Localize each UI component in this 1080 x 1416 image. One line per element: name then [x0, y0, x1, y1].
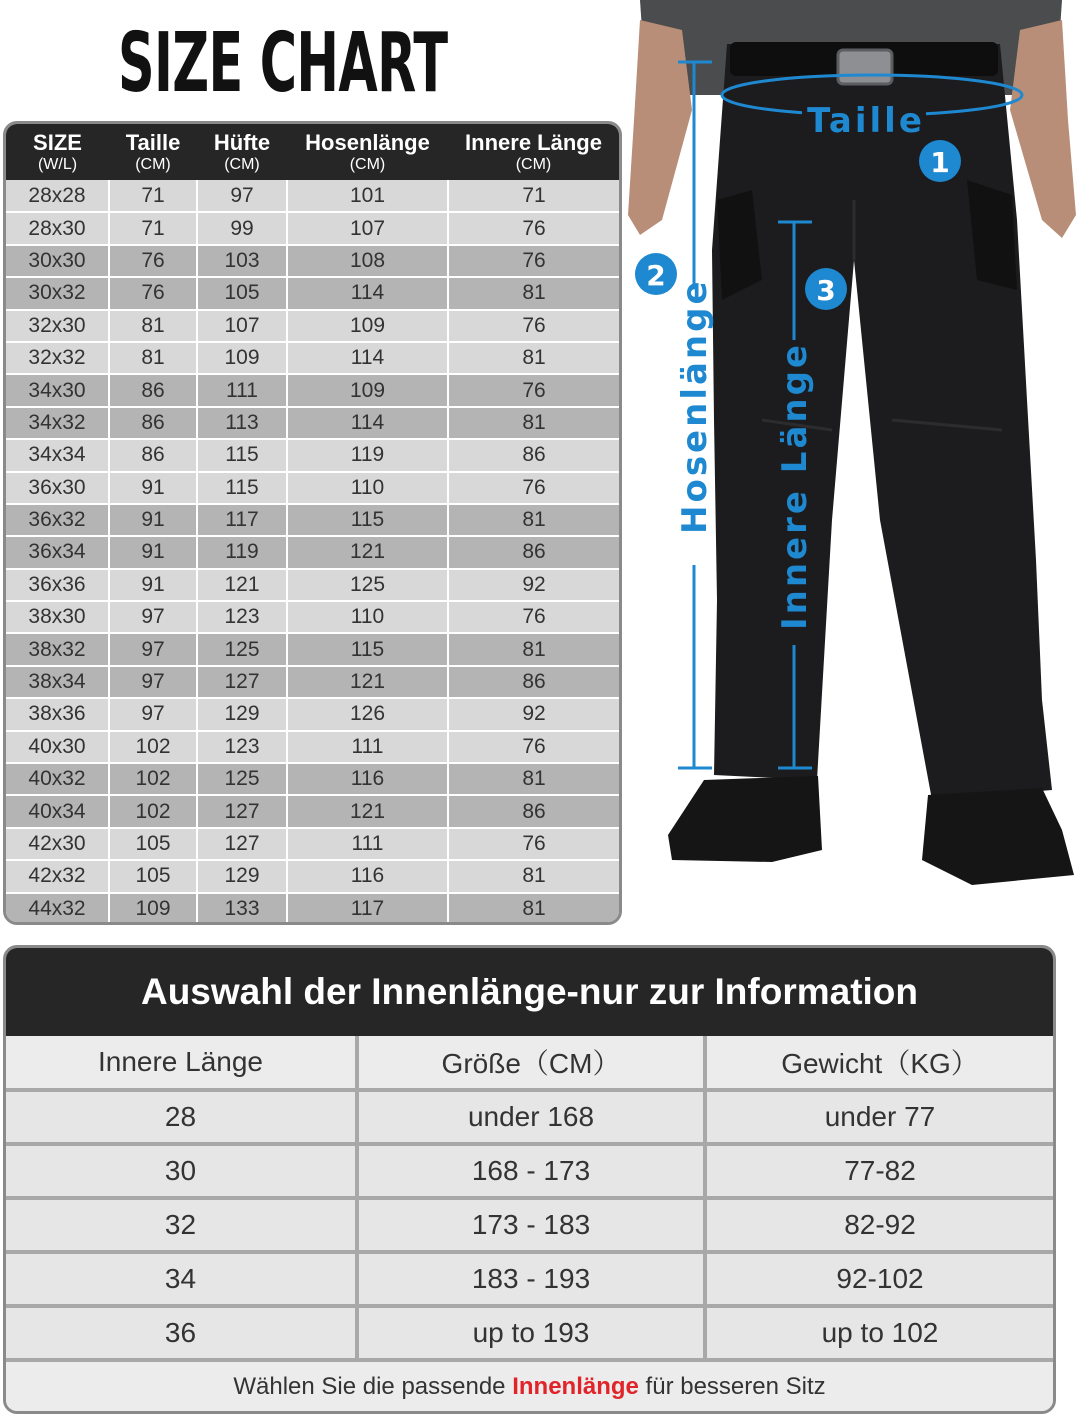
outseam-cell: 121	[287, 536, 448, 568]
size-chart-table	[3, 121, 622, 925]
info-table-row	[6, 1252, 1053, 1306]
outseam-cell: 115	[287, 633, 448, 665]
inseam-cell: 86	[448, 666, 619, 698]
inseam-cell: 81	[448, 893, 619, 925]
size-table-row	[6, 569, 619, 601]
hip-cell: 107	[197, 310, 287, 342]
page-title: SIZE CHART	[118, 16, 448, 111]
inseam-cell: 81	[448, 342, 619, 374]
fit-note-before: Wählen Sie die passende	[233, 1373, 513, 1400]
hip-cell: 117	[197, 504, 287, 536]
hip-cell: 127	[197, 795, 287, 827]
hip-cell: 121	[197, 569, 287, 601]
inseam-cell: 81	[448, 633, 619, 665]
size-table-row	[6, 795, 619, 827]
size-cell: 42x32	[6, 860, 109, 892]
inseam-cell: 76	[448, 245, 619, 277]
size-cell: 28x30	[6, 212, 109, 244]
size-cell: 32x32	[6, 342, 109, 374]
outseam-cell: 109	[287, 374, 448, 406]
inseam-cell: 34	[6, 1252, 357, 1306]
info-table-header-row	[6, 1036, 1053, 1090]
waist-cell: 97	[109, 601, 197, 633]
outseam-cell: 119	[287, 439, 448, 471]
inseam-cell: 76	[448, 212, 619, 244]
outseam-cell: 116	[287, 860, 448, 892]
size-table-row	[6, 698, 619, 730]
inseam-cell: 86	[448, 795, 619, 827]
outseam-cell: 114	[287, 407, 448, 439]
size-table-row	[6, 731, 619, 763]
size-table-row	[6, 374, 619, 406]
size-cell: 28x28	[6, 180, 109, 212]
hip-cell: 125	[197, 763, 287, 795]
outseam-cell: 110	[287, 472, 448, 504]
size-cell: 40x30	[6, 731, 109, 763]
inseam-cell: 30	[6, 1144, 357, 1198]
size-cell: 34x30	[6, 374, 109, 406]
size-table-row	[6, 180, 619, 212]
hip-cell: 97	[197, 180, 287, 212]
waist-cell: 86	[109, 407, 197, 439]
size-table-row	[6, 504, 619, 536]
waist-cell: 76	[109, 245, 197, 277]
outseam-cell: 114	[287, 342, 448, 374]
hip-cell: 129	[197, 698, 287, 730]
weight-cell: 92-102	[705, 1252, 1053, 1306]
outseam-cell: 121	[287, 666, 448, 698]
hip-cell: 115	[197, 472, 287, 504]
inseam-cell: 92	[448, 569, 619, 601]
outseam-cell: 114	[287, 277, 448, 309]
size-cell: 38x34	[6, 666, 109, 698]
size-cell: 36x30	[6, 472, 109, 504]
marker-3-label: 3	[816, 274, 836, 307]
size-table-row	[6, 893, 619, 925]
hip-cell: 129	[197, 860, 287, 892]
inseam-cell: 81	[448, 407, 619, 439]
size-table-body	[6, 180, 619, 925]
belt-buckle-shape	[838, 50, 892, 84]
hip-cell: 115	[197, 439, 287, 471]
outseam-cell: 111	[287, 731, 448, 763]
fit-note	[6, 1362, 1053, 1414]
size-cell: 38x30	[6, 601, 109, 633]
height-cell: 183 - 193	[357, 1252, 705, 1306]
hip-column-header: Hüfte (CM)	[197, 124, 287, 180]
waist-cell: 91	[109, 569, 197, 601]
size-cell: 34x32	[6, 407, 109, 439]
size-table-header-row	[6, 124, 619, 180]
hip-cell: 125	[197, 633, 287, 665]
right-shoe-shape	[922, 788, 1074, 885]
size-table-row	[6, 763, 619, 795]
inseam-cell: 71	[448, 180, 619, 212]
outseam-column-header: Hosenlänge (CM)	[287, 124, 448, 180]
weight-cell: up to 102	[705, 1306, 1053, 1360]
size-cell: 42x30	[6, 828, 109, 860]
waist-cell: 71	[109, 180, 197, 212]
size-column-header: SIZE (W/L)	[6, 124, 109, 180]
inseam-cell: 81	[448, 504, 619, 536]
hip-cell: 127	[197, 828, 287, 860]
waist-cell: 86	[109, 374, 197, 406]
marker-1-label: 1	[930, 146, 950, 179]
size-cell: 36x32	[6, 504, 109, 536]
size-table-row	[6, 666, 619, 698]
fit-note-highlight: Innenlänge	[512, 1373, 639, 1400]
size-table-row	[6, 212, 619, 244]
size-cell: 40x34	[6, 795, 109, 827]
waist-cell: 105	[109, 828, 197, 860]
waist-cell: 76	[109, 277, 197, 309]
size-table-row	[6, 601, 619, 633]
inseam-cell: 92	[448, 698, 619, 730]
info-table-body	[6, 1090, 1053, 1360]
height-cell: under 168	[357, 1090, 705, 1144]
inseam-cell: 76	[448, 472, 619, 504]
waist-cell: 102	[109, 763, 197, 795]
left-arm-shape	[628, 20, 692, 235]
size-cell: 34x34	[6, 439, 109, 471]
waist-column-header: Taille (CM)	[109, 124, 197, 180]
inseam-cell: 76	[448, 374, 619, 406]
info-table-row	[6, 1090, 1053, 1144]
weight-cell: 77-82	[705, 1144, 1053, 1198]
hip-cell: 113	[197, 407, 287, 439]
pants-shape	[712, 44, 1052, 800]
hip-cell: 133	[197, 893, 287, 925]
outseam-cell: 121	[287, 795, 448, 827]
waist-cell: 81	[109, 342, 197, 374]
hip-cell: 123	[197, 601, 287, 633]
info-table-row	[6, 1144, 1053, 1198]
marker-2-label: 2	[646, 259, 666, 292]
waist-cell: 91	[109, 504, 197, 536]
size-cell: 38x36	[6, 698, 109, 730]
waist-cell: 86	[109, 439, 197, 471]
inseam-cell: 81	[448, 860, 619, 892]
size-cell: 30x30	[6, 245, 109, 277]
outseam-cell: 125	[287, 569, 448, 601]
inseam-cell: 76	[448, 601, 619, 633]
inseam-cell: 32	[6, 1198, 357, 1252]
inseam-cell: 28	[6, 1090, 357, 1144]
size-cell: 36x36	[6, 569, 109, 601]
hip-cell: 127	[197, 666, 287, 698]
size-table-row	[6, 277, 619, 309]
waist-cell: 81	[109, 310, 197, 342]
size-table-row	[6, 245, 619, 277]
right-arm-shape	[1010, 20, 1076, 238]
weight-cell: 82-92	[705, 1198, 1053, 1252]
outseam-cell: 111	[287, 828, 448, 860]
hip-cell: 123	[197, 731, 287, 763]
outseam-cell: 115	[287, 504, 448, 536]
inseam-column-header: Innere Länge (CM)	[448, 124, 619, 180]
size-cell: 36x34	[6, 536, 109, 568]
outseam-cell: 116	[287, 763, 448, 795]
left-shoe-shape	[668, 776, 822, 862]
outseam-cell: 109	[287, 310, 448, 342]
size-table-row	[6, 633, 619, 665]
size-table-row	[6, 472, 619, 504]
waist-label: Taille	[807, 101, 925, 141]
waist-cell: 71	[109, 212, 197, 244]
hip-cell: 109	[197, 342, 287, 374]
outseam-cell: 101	[287, 180, 448, 212]
size-cell: 38x32	[6, 633, 109, 665]
height-cell: up to 193	[357, 1306, 705, 1360]
weight-header: Gewicht（KG）	[705, 1036, 1053, 1090]
hip-cell: 99	[197, 212, 287, 244]
outseam-cell: 126	[287, 698, 448, 730]
waist-cell: 105	[109, 860, 197, 892]
hip-cell: 103	[197, 245, 287, 277]
info-table-row	[6, 1198, 1053, 1252]
hip-cell: 111	[197, 374, 287, 406]
waist-cell: 109	[109, 893, 197, 925]
waist-cell: 97	[109, 633, 197, 665]
inseam-cell: 86	[448, 536, 619, 568]
inseam-cell: 76	[448, 310, 619, 342]
size-table-row	[6, 860, 619, 892]
inseam-header: Innere Länge	[6, 1036, 357, 1090]
size-table-row	[6, 828, 619, 860]
size-table-row	[6, 310, 619, 342]
waist-cell: 91	[109, 536, 197, 568]
size-table-row	[6, 536, 619, 568]
size-cell: 40x32	[6, 763, 109, 795]
info-table-row	[6, 1306, 1053, 1360]
hip-cell: 105	[197, 277, 287, 309]
size-table-row	[6, 407, 619, 439]
size-table-row	[6, 342, 619, 374]
outseam-cell: 108	[287, 245, 448, 277]
weight-cell: under 77	[705, 1090, 1053, 1144]
inseam-cell: 81	[448, 763, 619, 795]
pants-illustration	[622, 0, 1080, 900]
height-header: Größe（CM）	[357, 1036, 705, 1090]
hip-cell: 119	[197, 536, 287, 568]
waist-cell: 97	[109, 698, 197, 730]
inseam-cell: 36	[6, 1306, 357, 1360]
inseam-info-table	[3, 945, 1056, 1414]
outseam-cell: 107	[287, 212, 448, 244]
size-table-row	[6, 439, 619, 471]
size-cell: 44x32	[6, 893, 109, 925]
waist-cell: 91	[109, 472, 197, 504]
inseam-cell: 76	[448, 731, 619, 763]
size-cell: 32x30	[6, 310, 109, 342]
outseam-cell: 117	[287, 893, 448, 925]
waist-cell: 97	[109, 666, 197, 698]
waist-cell: 102	[109, 731, 197, 763]
height-cell: 173 - 183	[357, 1198, 705, 1252]
outseam-cell: 110	[287, 601, 448, 633]
outseam-label: Hosenlänge	[675, 278, 715, 534]
inseam-cell: 86	[448, 439, 619, 471]
inseam-cell: 76	[448, 828, 619, 860]
inseam-label: Innere Länge	[775, 342, 815, 630]
fit-note-after: für besseren Sitz	[638, 1373, 826, 1400]
inseam-cell: 81	[448, 277, 619, 309]
waist-cell: 102	[109, 795, 197, 827]
size-cell: 30x32	[6, 277, 109, 309]
height-cell: 168 - 173	[357, 1144, 705, 1198]
info-table-title: Auswahl der Innenlänge-nur zur Information	[6, 948, 1053, 1036]
